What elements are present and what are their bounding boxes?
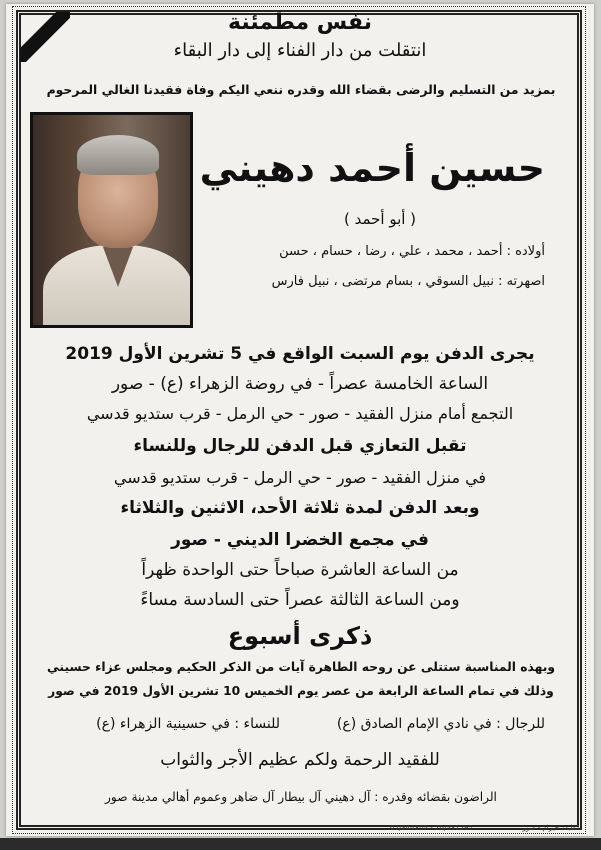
gathering-line: التجمع أمام منزل الفقيد - صور - حي الرمل - قرب ستديو قدسي <box>86 404 514 423</box>
sons-list: أولاده : أحمد ، محمد ، علي ، رضا ، حسام ، حسن <box>279 244 545 259</box>
men-venue: للرجال : في نادي الإمام الصادق (ع) <box>336 716 545 732</box>
heading: نفس مطمئنة <box>228 10 372 35</box>
condolence-line: تقبل التعازي قبل الدفن للرجال وللنساء <box>133 436 467 456</box>
mourning-ribbon <box>20 12 70 62</box>
photo-bottom-edge <box>0 838 601 850</box>
intro-line: بمزيد من التسليم والرضى بقضاء الله وقدره ننعي اليكم وفاة فقيدنا الغالي المرحوم <box>46 82 556 97</box>
after-burial-line: وبعد الدفن لمدة ثلاثة الأحد، الاثنين والثلاثاء <box>120 498 480 518</box>
week-title: ذكرى أسبوع <box>227 622 373 650</box>
sons-in-law-list: اصهرته : نبيل السوقي ، بسام مرتضى ، نبيل فارس <box>271 274 545 289</box>
week-line-1: وبهذه المناسبة ستتلى عن روحه الطاهرة آيات من الذكر الحكيم ومجلس عزاء حسيني <box>46 660 556 674</box>
evening-hours-line: ومن الساعة الثالثة عصراً حتى السادسة مساءً <box>140 590 460 610</box>
prayer-line: للفقيد الرحمة ولكم عظيم الأجر والثواب <box>160 750 440 770</box>
transfer-line: انتقلت من دار الفناء إلى دار البقاء <box>173 40 427 61</box>
printer-name: مطبعة حيرام - صور <box>522 824 580 832</box>
deceased-photo <box>30 112 193 328</box>
burial-date-line: يجرى الدفن يوم السبت الواقع في 5 تشرين الأول 2019 <box>65 344 535 364</box>
week-line-2: وذلك في تمام الساعة الرابعة من عصر يوم الخميس 10 تشرين الأول 2019 في صور <box>48 684 554 698</box>
mourners-line: الراضون بقضائه وقدره : آل دهيني آل بيطار آل ضاهر وعموم أهالي مدينة صور <box>105 790 497 804</box>
burial-time-line: الساعة الخامسة عصراً - في روضة الزهراء (ع) - صور <box>111 374 489 394</box>
deceased-name: حسين أحمد دهيني <box>199 146 545 190</box>
complex-line: في مجمع الخضرا الديني - صور <box>171 530 429 550</box>
morning-hours-line: من الساعة العاشرة صباحاً حتى الواحدة ظهراً <box>141 560 459 580</box>
printer-phones: 07/344305 - 70/531297 <box>390 824 473 832</box>
nickname: ( أبو أحمد ) <box>343 210 417 228</box>
women-venue: للنساء : في حسينية الزهراء (ع) <box>96 716 280 732</box>
house-line: في منزل الفقيد - صور - حي الرمل - قرب ستديو قدسي <box>113 468 487 487</box>
